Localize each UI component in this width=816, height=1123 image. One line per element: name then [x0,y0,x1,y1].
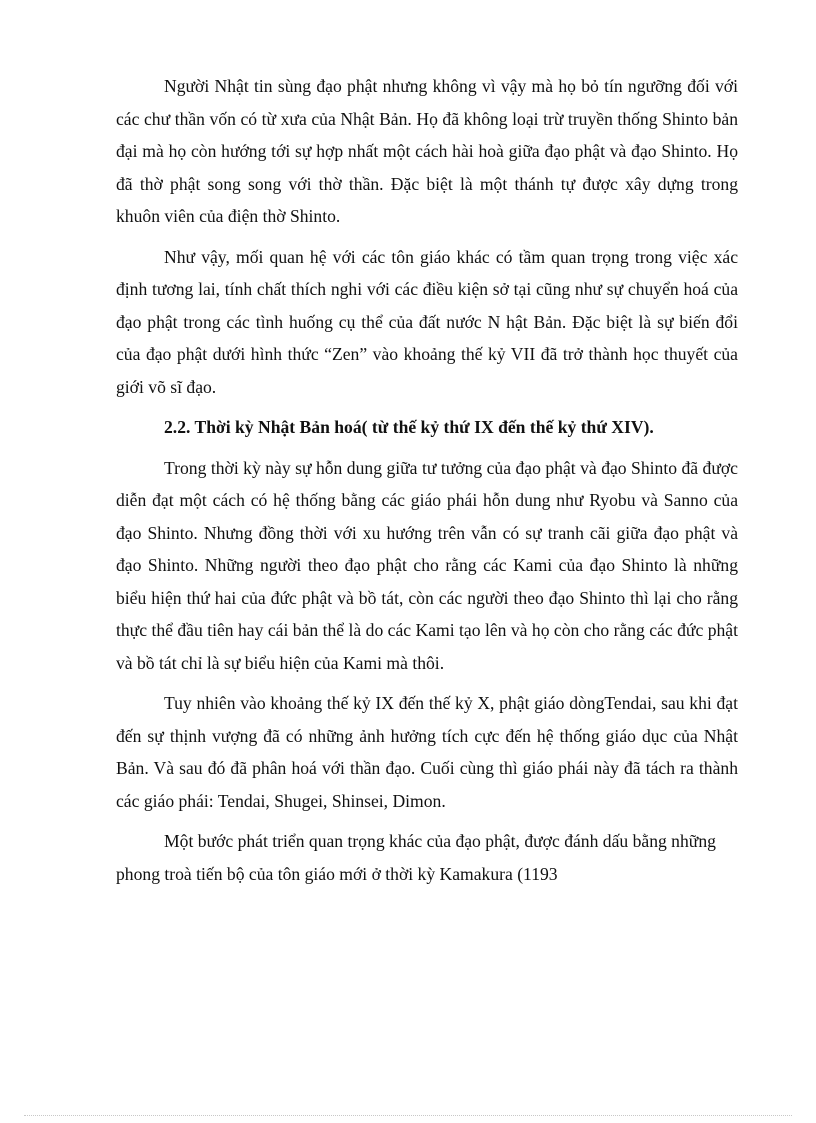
document-body [116,70,738,898]
paragraph-tendai: Tuy nhiên vào khoảng thế kỷ IX đến thế kỷ X, phật giáo dòngTendai, sau khi đạt đến sự thịnh vượng đã có những ảnh hưởng tích cực đến hệ thống giáo dục của Nhật Bản. Và sau đó đã phân hoá với thần đạo. Cuối cùng thì giáo phái này đã tách ra thành các giáo phái: Tendai, Shugei, Shinsei, Dimon. [116,693,738,811]
paragraph-buddhism-and-shinto: Người Nhật tin sùng đạo phật nhưng không vì vậy mà họ bỏ tín ngưỡng đối với các chư thần vốn có từ xưa của Nhật Bản. Họ đã không loại trừ truyền thống Shinto bản đại mà họ còn hướng tới sự hợp nhất một cách hài hoà giữa đạo phật và đạo Shinto. Họ đã thờ phật song song với thờ thần. Đặc biệt là một thánh tự được xây dựng trong khuôn viên của điện thờ Shinto. [116,76,738,226]
section-heading: 2.2. Thời kỳ Nhật Bản hoá( từ thế kỷ thứ IX đến thế kỷ thứ XIV). [164,417,654,437]
page-bottom-border [24,1115,792,1116]
paragraph-syncretism: Trong thời kỳ này sự hỗn dung giữa tư tưởng của đạo phật và đạo Shinto đã được diễn đạt một cách có hệ thống bằng các giáo phái hỗn dung như Ryobu và Sanno của đạo Shinto. Nhưng đồng thời với xu hướng trên vẫn có sự tranh cãi giữa đạo phật và đạo Shinto. Những người theo đạo phật cho rằng các Kami của đạo Shinto là những biểu hiện thứ hai của đức phật và bồ tát, còn các người theo đạo Shinto thì lại cho rằng thực thể đầu tiên hay cái bản thể là do các Kami tạo lên và họ còn cho rằng các đức phật và bồ tát chỉ là sự biểu hiện của Kami mà thôi. [116,457,738,673]
paragraph-kamakura: Một bước phát triển quan trọng khác của đạo phật, được đánh dấu bằng những phong troà tiến bộ của tôn giáo mới ở thời kỳ Kamakura (1193 [116,831,716,884]
paragraph-relations-with-other-religions: Như vậy, mối quan hệ với các tôn giáo khác có tầm quan trọng trong việc xác định tương lai, tính chất thích nghi với các điều kiện sở tại cũng như sự chuyển hoá của đạo phật trong các tình huống cụ thể của đất nước N hật Bản. Đặc biệt là sự biến đổi của đạo phật dưới hình thức “Zen” vào khoảng thế kỷ VII đã trở thành học thuyết của giới võ sĩ đạo. [116,246,738,397]
